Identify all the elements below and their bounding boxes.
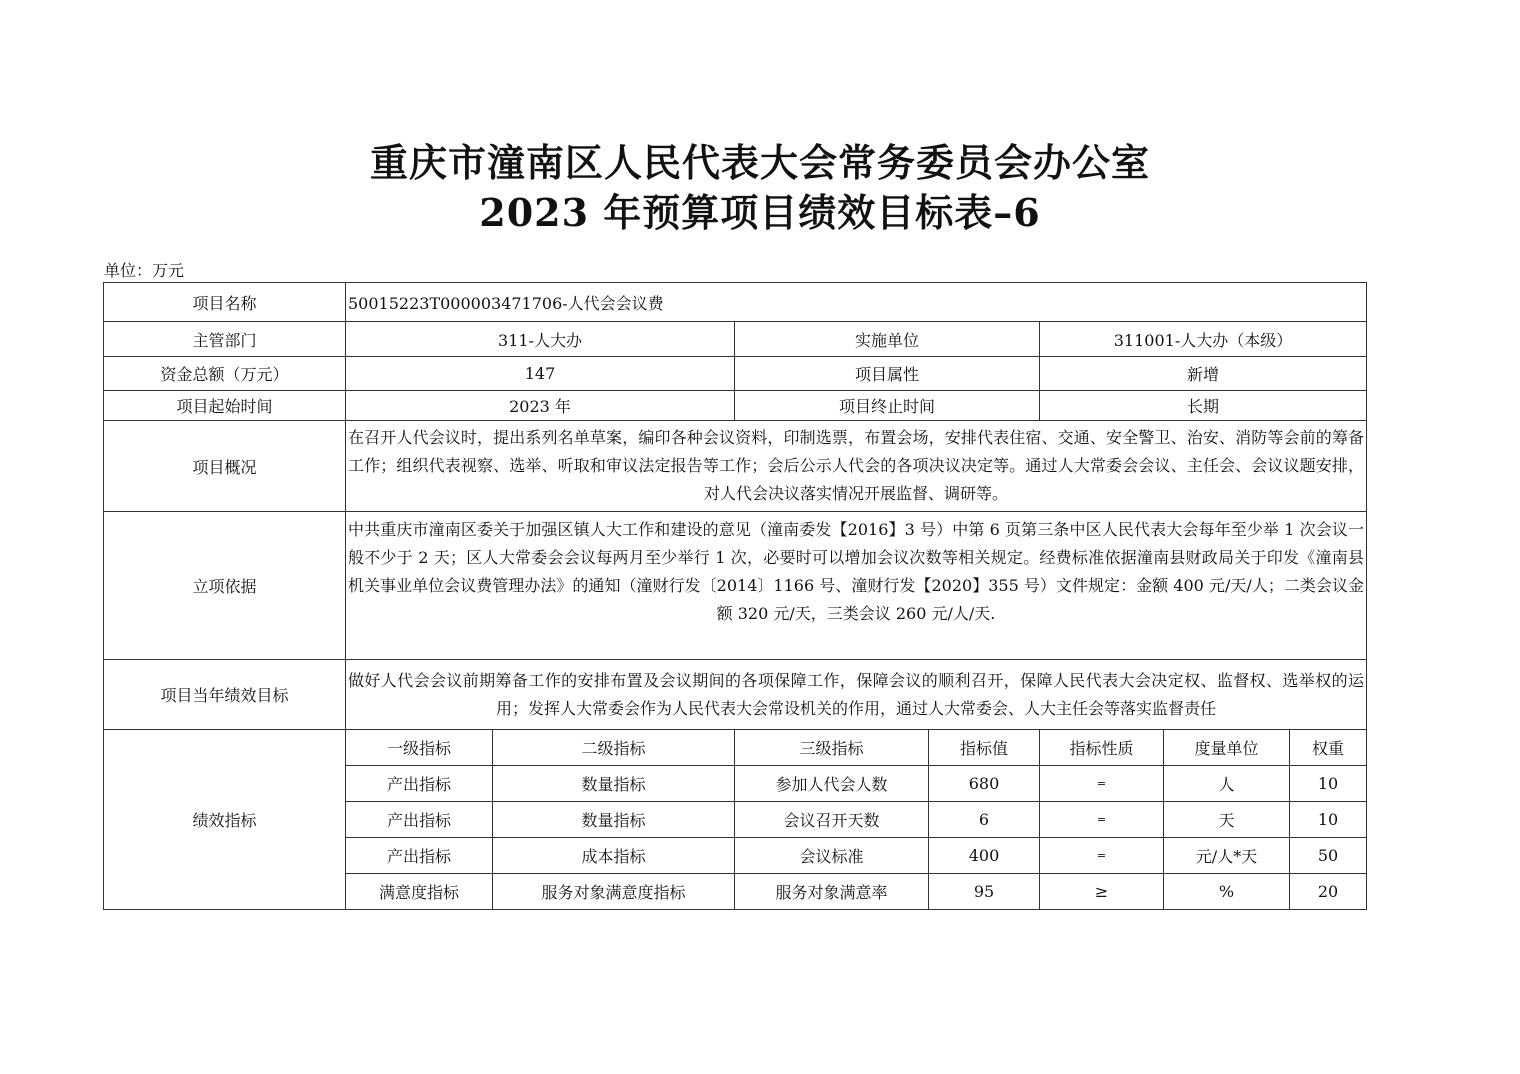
indicator-cell: 元/人*天 — [1164, 838, 1290, 874]
unit-label: 单位：万元 — [104, 261, 185, 280]
page-title-line1: 重庆市潼南区人民代表大会常务委员会办公室 — [369, 140, 1150, 185]
indicator-cell: 产出指标 — [346, 766, 493, 802]
indicator-header: 二级指标 — [493, 730, 735, 766]
overview-label: 项目概况 — [104, 421, 346, 512]
goal-value: 做好人代会会议前期筹备工作的安排布置及会议期间的各项保障工作，保障会议的顺利召开，保障人民代表大会决定权、监督权、选举权的运用；发挥人大常委会作为人民代表大会常设机关的作用，通过人大常委会、人大主任会等落实监督责任 — [346, 660, 1367, 730]
indicator-cell: 680 — [929, 766, 1040, 802]
fund-value: 147 — [346, 357, 735, 391]
indicator-cell: 数量指标 — [493, 766, 735, 802]
indicator-cell: = — [1040, 766, 1164, 802]
indicator-cell: 服务对象满意度指标 — [493, 874, 735, 910]
page-title-line2: 2023 年预算项目绩效目标表–6 — [479, 190, 1041, 235]
basis-value: 中共重庆市潼南区委关于加强区镇人大工作和建设的意见（潼南委发【2016】3 号）中第 6 页第三条中区人民代表大会每年至少举 1 次会议一般不少于 2 天；区人大常委会会议每两月至少举行 1 次，必要时可以增加会议次数等相关规定。经费标准依据潼南县财政局关于印发《潼南县机关事业单位会议费管理办法》的通知（潼财行发〔2014〕1166 号、潼财行发【2020】355 号）文件规定：金额 400 元/天/人；二类会议金额 320 元/天，三类会议 260 元/人/天. — [346, 512, 1367, 660]
indicator-cell: 产出指标 — [346, 802, 493, 838]
indicator-cell: 满意度指标 — [346, 874, 493, 910]
indicator-cell: 95 — [929, 874, 1040, 910]
indicator-cell: 400 — [929, 838, 1040, 874]
indicator-cell: 参加人代会人数 — [735, 766, 929, 802]
indicator-cell: = — [1040, 838, 1164, 874]
project-name-value: 50015223T000003471706-人代会会议费 — [346, 283, 1367, 322]
indicator-cell: 服务对象满意率 — [735, 874, 929, 910]
indicator-cell: 产出指标 — [346, 838, 493, 874]
indicator-cell: 天 — [1164, 802, 1290, 838]
start-label: 项目起始时间 — [104, 391, 346, 421]
impl-value: 311001-人大办（本级） — [1040, 322, 1367, 357]
dept-value: 311-人大办 — [346, 322, 735, 357]
indicator-cell: 数量指标 — [493, 802, 735, 838]
indicator-cell: 50 — [1290, 838, 1367, 874]
basis-label: 立项依据 — [104, 512, 346, 660]
indicator-cell: 20 — [1290, 874, 1367, 910]
fund-label: 资金总额（万元） — [104, 357, 346, 391]
indicator-cell: 会议召开天数 — [735, 802, 929, 838]
indicator-cell: 10 — [1290, 802, 1367, 838]
attr-value: 新增 — [1040, 357, 1367, 391]
indicator-cell: 6 — [929, 802, 1040, 838]
project-name-label: 项目名称 — [104, 283, 346, 322]
dept-label: 主管部门 — [104, 322, 346, 357]
indicator-header: 度量单位 — [1164, 730, 1290, 766]
performance-target-table — [103, 282, 1367, 910]
indicator-cell: 人 — [1164, 766, 1290, 802]
indicator-header: 指标值 — [929, 730, 1040, 766]
indicator-cell: ≥ — [1040, 874, 1164, 910]
goal-label: 项目当年绩效目标 — [104, 660, 346, 730]
indicator-cell: = — [1040, 802, 1164, 838]
impl-label: 实施单位 — [735, 322, 1040, 357]
indicator-header: 三级指标 — [735, 730, 929, 766]
attr-label: 项目属性 — [735, 357, 1040, 391]
indicator-header: 一级指标 — [346, 730, 493, 766]
end-label: 项目终止时间 — [735, 391, 1040, 421]
start-value: 2023 年 — [346, 391, 735, 421]
indicator-header: 权重 — [1290, 730, 1367, 766]
indicator-cell: % — [1164, 874, 1290, 910]
indicator-cell: 10 — [1290, 766, 1367, 802]
indicator-cell: 成本指标 — [493, 838, 735, 874]
indicators-label: 绩效指标 — [104, 730, 346, 910]
indicator-header: 指标性质 — [1040, 730, 1164, 766]
indicator-cell: 会议标准 — [735, 838, 929, 874]
end-value: 长期 — [1040, 391, 1367, 421]
overview-value: 在召开人代会议时，提出系列名单草案，编印各种会议资料，印制选票，布置会场，安排代表住宿、交通、安全警卫、治安、消防等会前的筹备工作；组织代表视察、选举、听取和审议法定报告等工作；会后公示人代会的各项决议决定等。通过人大常委会会议、主任会、会议议题安排，对人代会决议落实情况开展监督、调研等。 — [346, 421, 1367, 512]
